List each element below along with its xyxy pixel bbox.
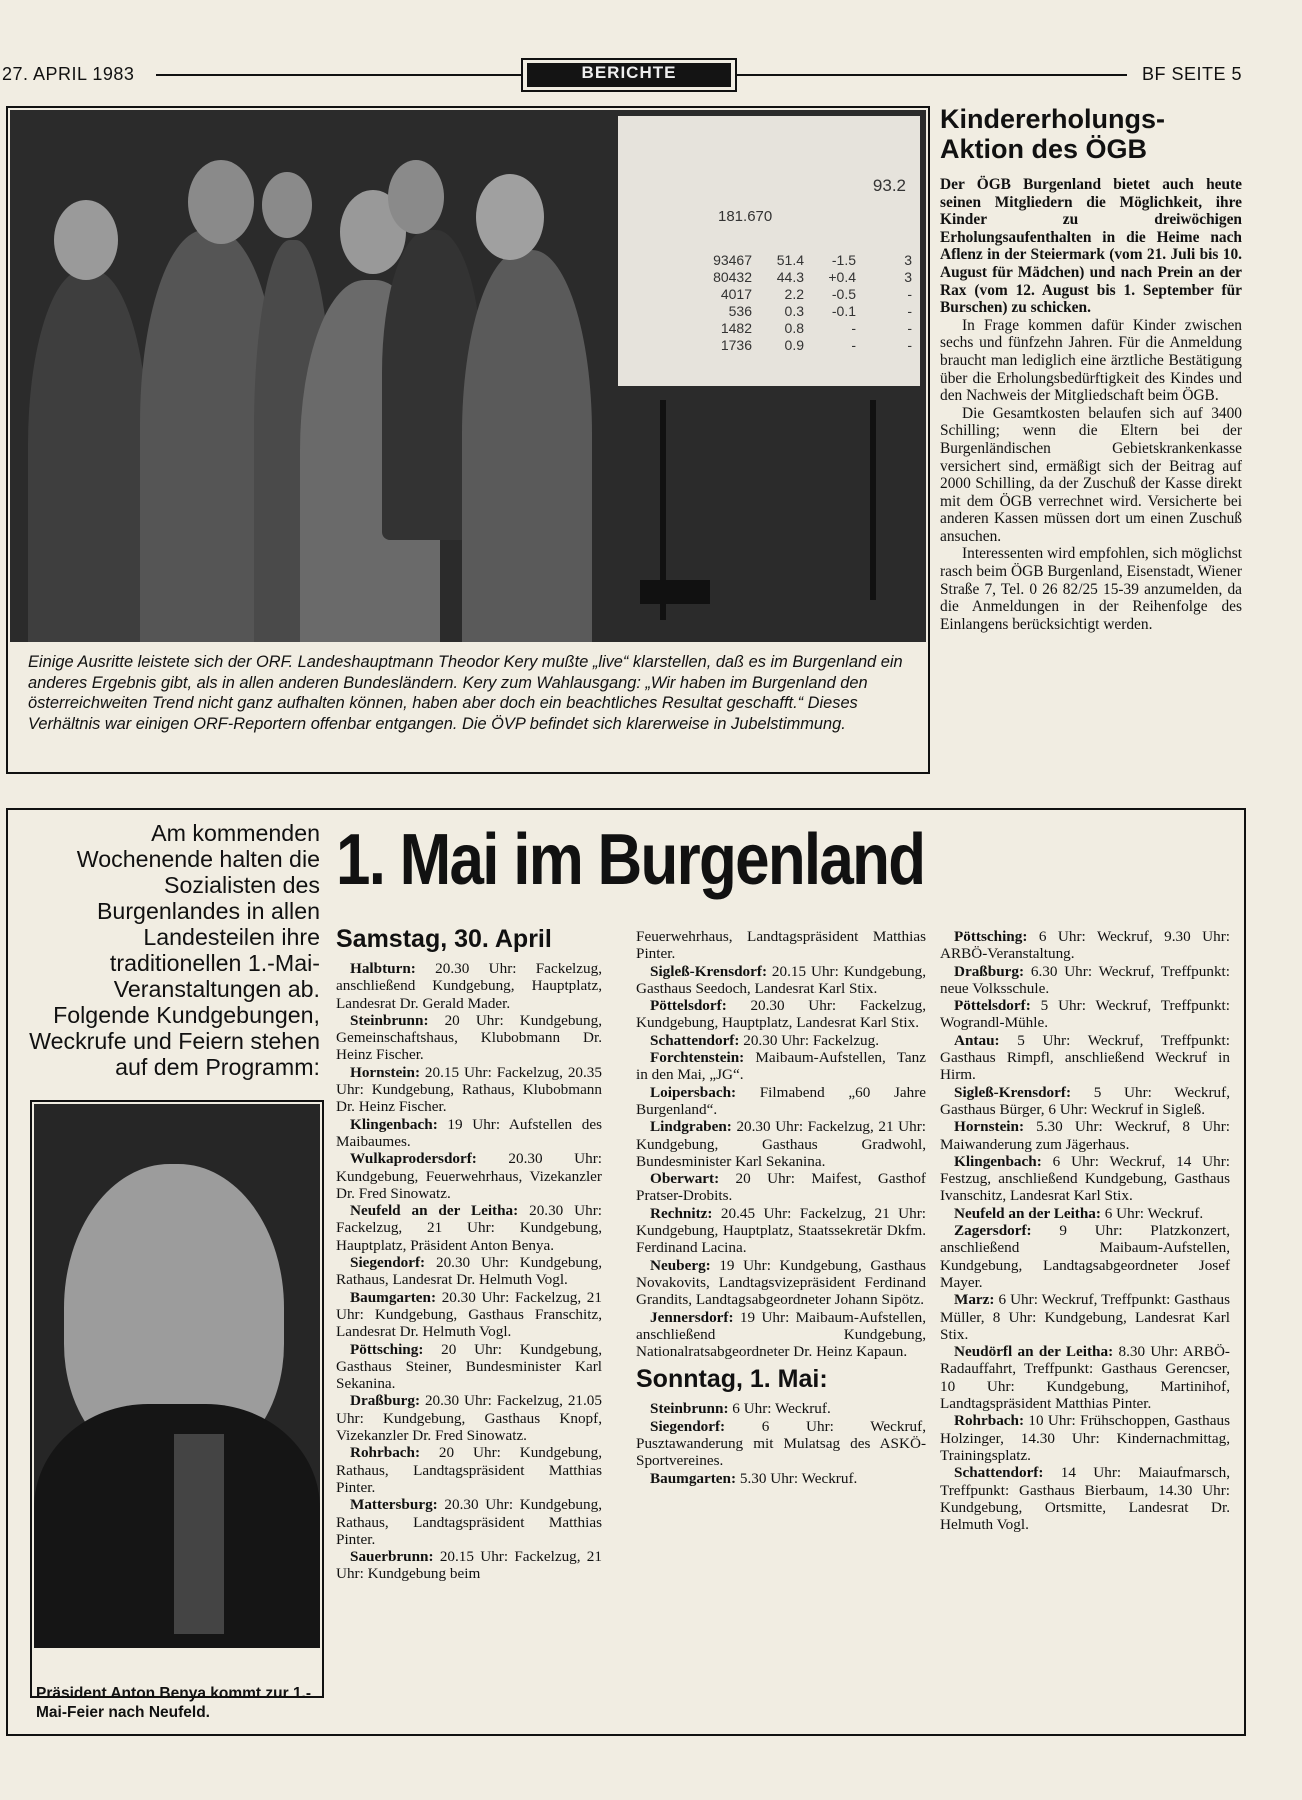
program-place: Neufeld an der Leitha: [350, 1202, 519, 1220]
section-label: BERICHTE [527, 63, 731, 87]
portrait-frame [30, 1100, 324, 1698]
program-place: Zagersdorf: [954, 1222, 1032, 1240]
board-cell: -1.5 [831, 252, 856, 268]
program-place: Steinbrunn: [650, 1400, 729, 1418]
program-entry [940, 1118, 1230, 1153]
program-entry [336, 1150, 602, 1202]
program-details: 20 Uhr: Kundgebung, Gasthaus Steiner, Bundesminister Karl Sekanina. [336, 1340, 602, 1393]
program-details: 5 Uhr: Weckruf, Treffpunkt: Gasthaus Rimpfl, anschließend Weckruf in Hirm. [940, 1031, 1230, 1084]
program-entry [636, 1257, 926, 1309]
program-entry [940, 1464, 1230, 1533]
program-place: Baumgarten: [650, 1469, 737, 1487]
program-details: Feuerwehrhaus, Landtagspräsident Matthias Pinter. [636, 928, 926, 963]
program-details: 20 Uhr: Maifest, Gasthof Pratser-Drobits. [636, 1170, 926, 1205]
program-entry [636, 928, 926, 963]
program-place: Lindgraben: [650, 1118, 732, 1136]
board-cell: 0.3 [784, 303, 804, 319]
program-details: 20.15 Uhr: Fackelzug, 20.35 Uhr: Kundgebung, Rathaus, Klubobmann Dr. Heinz Fischer. [336, 1063, 602, 1116]
program-column-1 [336, 920, 602, 1583]
person-head [388, 160, 444, 234]
mai-program-box [6, 808, 1246, 1736]
person-head [476, 174, 544, 260]
program-entry [636, 963, 926, 998]
results-board [618, 116, 920, 386]
program-details: 5 Uhr: Weckruf, Gasthaus Bürger, 6 Uhr: Weckruf in Sigleß. [940, 1083, 1230, 1118]
program-details: 20.30 Uhr: Fackelzug, Kundgebung, Hauptplatz, Landesrat Karl Stix. [636, 997, 926, 1032]
program-place: Pöttsching: [954, 928, 1028, 945]
program-place: Draßburg: [954, 962, 1025, 980]
page-header [0, 58, 1302, 92]
program-details: 20.30 Uhr: Fackelzug, anschließend Kundgebung, Hauptplatz, Landesrat Dr. Gerald Mader. [336, 960, 602, 1012]
board-total: 181.670 [718, 208, 773, 225]
program-column-2 [636, 928, 926, 1487]
program-place: Draßburg: [350, 1392, 421, 1410]
program-place: Mattersburg: [350, 1496, 438, 1514]
program-place: Schattendorf: [954, 1464, 1044, 1482]
program-place: Siegendorf: [650, 1417, 726, 1435]
board-cell: - [851, 320, 856, 336]
person-head [188, 160, 254, 244]
board-cell: 44.3 [776, 269, 804, 285]
portrait-tie [174, 1434, 224, 1634]
top-photo-frame [6, 106, 930, 774]
board-percent: 93.2 [872, 176, 906, 195]
page-number: BF SEITE 5 [1141, 64, 1242, 84]
board-cell: 0.9 [784, 337, 804, 353]
program-place: Sigleß-Krensdorf: [650, 962, 767, 980]
program-place: Rohrbach: [954, 1412, 1025, 1430]
program-details: 20.30 Uhr: Fackelzug, 21 Uhr: Kundgebung, Gasthaus Franschitz, Landesrat Dr. Helmuth Vogl. [336, 1288, 602, 1341]
board-cell: 2.2 [784, 286, 804, 302]
program-entry [636, 1170, 926, 1205]
board-rows [682, 252, 912, 354]
board-row [682, 337, 912, 354]
article-kindererholung [940, 104, 1242, 633]
program-place: Neudörfl an der Leitha: [954, 1343, 1114, 1361]
program-place: Jennersdorf: [650, 1308, 734, 1326]
board-cell: 93467 [713, 252, 752, 268]
program-entry [940, 1153, 1230, 1205]
program-place: Neuberg: [650, 1256, 711, 1274]
program-place: Marz: [954, 1291, 995, 1309]
program-place: Pöttsching: [350, 1340, 424, 1358]
article-paragraph: Interessenten wird empfohlen, sich möglichst rasch beim ÖGB Burgenland, Eisenstadt, Wiener Straße 7, Tel. 0 26 82/25 15-39 anzumelden, da die Anmeldungen in der Reihenfolge des Einlangens berücksichtigt werden. [940, 545, 1242, 633]
board-cell: 536 [728, 303, 752, 319]
program-place: Pöttelsdorf: [650, 997, 727, 1015]
portrait-caption: Präsident Anton Benya kommt zur 1.-Mai-Feier nach Neufeld. [36, 1685, 312, 1721]
program-details: 20.30 Uhr: Fackelzug, 21 Uhr: Kundgebung, Gasthaus Gradwohl, Bundesminister Karl Sekanina. [636, 1118, 926, 1170]
program-details: 19 Uhr: Aufstellen des Maibaumes. [336, 1115, 602, 1150]
program-place: Sauerbrunn: [350, 1548, 434, 1566]
person-silhouette [28, 270, 148, 642]
program-entry [636, 1049, 926, 1084]
header-rule-left [156, 74, 521, 76]
board-cell: 4017 [720, 286, 752, 302]
program-place: Loipersbach: [650, 1083, 737, 1101]
program-details: 6 Uhr: Weckruf. [728, 1400, 831, 1418]
board-cell: 3 [904, 269, 912, 285]
program-details: 20.45 Uhr: Fackelzug, 21 Uhr: Kundgebung, Hauptplatz, Staatssekretär Dkfm. Ferdinand Lacina. [636, 1204, 926, 1257]
program-entry [940, 928, 1230, 963]
program-entry [336, 960, 602, 1012]
board-cell: +0.4 [828, 269, 856, 285]
program-entry [336, 1392, 602, 1444]
board-cell: - [907, 337, 912, 353]
program-entry [940, 1291, 1230, 1343]
program-details: 6 Uhr: Weckruf, 14 Uhr: Festzug, anschließend Kundgebung, Gasthaus Ivanschitz, Landesrat Karl Stix. [940, 1152, 1230, 1205]
program-place: Neufeld an der Leitha: [954, 1204, 1101, 1222]
program-entry [336, 1012, 602, 1064]
program-place: Steinbrunn: [350, 1011, 429, 1029]
program-details: 8.30 Uhr: ARBÖ-Radauffahrt, Treffpunkt: Gasthaus Gerencser, 10 Uhr: Kundgebung, Martinihof, Landtagspräsident Matthias Pinter. [940, 1343, 1230, 1413]
program-details: 20.15 Uhr: Fackelzug, 21 Uhr: Kundgebung beim [336, 1548, 602, 1583]
board-cell: - [907, 320, 912, 336]
portrait-photo [34, 1104, 320, 1648]
program-entry [336, 1202, 602, 1254]
program-entry [636, 1400, 926, 1417]
board-row [682, 269, 912, 286]
program-details: 20.30 Uhr: Fackelzug, 21 Uhr: Kundgebung, Hauptplatz, Präsident Anton Benya. [336, 1202, 602, 1254]
board-cell: 51.4 [776, 252, 804, 268]
program-details: 20.30 Uhr: Kundgebung, Feuerwehrhaus, Vizekanzler Dr. Fred Sinowatz. [336, 1150, 602, 1202]
program-details: 9 Uhr: Platzkonzert, anschließend Maibaum-Aufstellen, Kundgebung, Landtagsabgeordneter Josef Mayer. [940, 1222, 1230, 1291]
board-cell: -0.1 [831, 303, 856, 319]
program-details: 20 Uhr: Kundgebung, Gemeinschaftshaus, Klubobmann Dr. Heinz Fischer. [336, 1011, 602, 1064]
board-cell: -0.5 [831, 286, 856, 302]
board-cell: - [851, 337, 856, 353]
mai-headline: 1. Mai im Burgenland [336, 820, 925, 900]
program-details: 19 Uhr: Maibaum-Aufstellen, anschließend Kundgebung, Nationalratsabgeordneter Dr. Heinz Kapaun. [636, 1308, 926, 1361]
board-cell: - [907, 303, 912, 319]
article-lead: Der ÖGB Burgenland bietet auch heute seinen Mitgliedern die Möglichkeit, ihre Kinder zu dreiwöchigen Erholungsaufenthalten in die Heime nach Aflenz in der Steiermark (vom 21. Juli bis 10. August für Mädchen) und nach Prein an der Rax (vom 12. August bis 1. September für Burschen) zu schicken. [940, 176, 1242, 317]
article-title [940, 104, 1242, 164]
program-place: Rechnitz: [650, 1204, 713, 1222]
program-details: 6 Uhr: Weckruf, Pusztawanderung mit Mulatsag des ASKÖ-Sportvereines. [636, 1417, 926, 1470]
program-entry [636, 1418, 926, 1470]
mai-intro: Am kommenden Wochenende halten die Sozialisten des Burgenlandes in allen Landesteilen ihre traditionellen 1.-Mai-Veranstaltungen ab. Folgende Kundgebungen, Weckrufe und Feiern stehen auf dem Programm: [29, 820, 320, 1080]
program-details: 6 Uhr: Weckruf. [1100, 1204, 1204, 1222]
program-details: 10 Uhr: Frühschoppen, Gasthaus Holzinger, 14.30 Uhr: Kindernachmittag, Trainingsplatz. [940, 1412, 1230, 1464]
issue-date: 27. APRIL 1983 [2, 64, 135, 84]
program-place: Hornstein: [350, 1063, 421, 1081]
program-entry [336, 1444, 602, 1496]
program-entry [336, 1496, 602, 1548]
program-entry [940, 1084, 1230, 1119]
section-label-box [521, 58, 737, 92]
program-place: Oberwart: [650, 1170, 720, 1188]
day-heading: Sonntag, 1. Mai: [636, 1365, 828, 1394]
board-row [682, 252, 912, 269]
program-details: 20.30 Uhr: Fackelzug. [739, 1031, 880, 1049]
program-place: Halbturn: [350, 960, 416, 977]
board-cell: 1736 [720, 337, 752, 353]
election-night-photo [10, 110, 926, 642]
program-details: 6.30 Uhr: Weckruf, Treffpunkt: neue Volksschule. [940, 962, 1230, 997]
program-entry [336, 1289, 602, 1341]
program-entry [940, 1205, 1230, 1222]
program-column-3 [940, 928, 1230, 1533]
program-entry [336, 1341, 602, 1393]
program-place: Forchtenstein: [650, 1049, 745, 1067]
program-entry [636, 1032, 926, 1049]
board-row [682, 320, 912, 337]
program-details: 6 Uhr: Weckruf, Treffpunkt: Gasthaus Müller, 8 Uhr: Kundgebung, Landesrat Karl Stix. [940, 1291, 1230, 1343]
board-cell: 3 [904, 252, 912, 268]
program-details: 5.30 Uhr: Weckruf, 8 Uhr: Maiwanderung zum Jägerhaus. [940, 1118, 1230, 1153]
board-cell: 0.8 [784, 320, 804, 336]
program-place: Klingenbach: [350, 1115, 438, 1133]
program-details: 19 Uhr: Kundgebung, Gasthaus Novakovits, Landtagsvizepräsident Ferdinand Grandits, Landtagsabgeordneter Johann Sipötz. [636, 1256, 926, 1309]
program-place: Klingenbach: [954, 1152, 1042, 1170]
program-entry [940, 997, 1230, 1032]
program-details: 6 Uhr: Weckruf, 9.30 Uhr: ARBÖ-Veranstaltung. [940, 928, 1230, 963]
board-stand-foot [640, 580, 710, 604]
board-stand-leg [870, 400, 876, 600]
program-details: 20 Uhr: Kundgebung, Rathaus, Landtagspräsident Matthias Pinter. [336, 1444, 602, 1496]
program-entry [336, 1064, 602, 1116]
program-entry [636, 1309, 926, 1361]
program-entry [336, 1548, 602, 1583]
program-place: Hornstein: [954, 1118, 1025, 1136]
program-entry [636, 1205, 926, 1257]
program-entry [940, 1222, 1230, 1291]
program-place: Wulkaprodersdorf: [350, 1150, 477, 1168]
program-entry [636, 1118, 926, 1170]
program-entry [940, 1343, 1230, 1412]
program-place: Sigleß-Krensdorf: [954, 1083, 1071, 1101]
board-row [682, 303, 912, 320]
article-title-line: Aktion des ÖGB [940, 134, 1148, 164]
program-entry [940, 1032, 1230, 1084]
program-entry [336, 1254, 602, 1289]
article-paragraph: In Frage kommen dafür Kinder zwischen sechs und fünfzehn Jahren. Für die Anmeldung braucht man lediglich eine ärztliche Bestätigung über die Erholungsbedürftigkeit des Kindes und den Nachweis der Mitgliedschaft beim ÖGB. [940, 316, 1242, 405]
program-place: Schattendorf: [650, 1031, 740, 1049]
program-place: Siegendorf: [350, 1254, 426, 1272]
person-silhouette [462, 250, 592, 642]
program-details: 14 Uhr: Maiaufmarsch, Treffpunkt: Gasthaus Bierbaum, 14.30 Uhr: Kundgebung, Ortsmitte, Landesrat Dr. Helmuth Vogl. [940, 1464, 1230, 1534]
article-title-line: Kindererholungs- [940, 104, 1166, 134]
program-details: 5 Uhr: Weckruf, Treffpunkt: Wograndl-Mühle. [940, 997, 1230, 1032]
photo-caption: Einige Ausritte leistete sich der ORF. Landeshauptmann Theodor Kery mußte „live“ klarstellen, daß es im Burgenland ein anderes Ergebnis gibt, als in allen anderen Bundesländern. Kery zum Wahlausgang: „Wir haben im Burgenland den österreichweiten Trend nicht ganz aufhalten können, haben aber doch ein beachtliches Resultat geschafft.“ Dieses Verhältnis war einigen ORF-Reportern offenbar entgangen. Die ÖVP befindet sich klarerweise in Jubelstimmung. [28, 653, 903, 733]
program-place: Antau: [954, 1031, 1000, 1049]
program-place: Baumgarten: [350, 1288, 437, 1306]
board-cell: 1482 [720, 320, 752, 336]
person-head [262, 172, 312, 238]
program-details: 20.30 Uhr: Kundgebung, Rathaus, Landtagspräsident Matthias Pinter. [336, 1496, 602, 1548]
program-details: 20.30 Uhr: Kundgebung, Rathaus, Landesrat Dr. Helmuth Vogl. [336, 1254, 602, 1289]
board-cell: 80432 [713, 269, 752, 285]
program-entry [940, 1412, 1230, 1464]
program-entry [636, 997, 926, 1032]
program-place: Rohrbach: [350, 1444, 421, 1462]
program-entry [336, 1116, 602, 1151]
article-paragraph: Die Gesamtkosten belaufen sich auf 3400 Schilling; wenn die Eltern bei der Burgenländischen Gebietskrankenkasse versichert sind, ermäßigt sich der Beitrag auf 2000 Schilling, da der Zuschuß der Kasse direkt mit dem ÖGB verrechnet wird. Versicherte bei anderen Kassen müssen dort um einen Zuschuß ansuchen. [940, 404, 1242, 545]
program-details: Filmabend „60 Jahre Burgenland“. [636, 1083, 926, 1118]
day-heading: Samstag, 30. April [336, 925, 552, 953]
program-details: 20.15 Uhr: Kundgebung, Gasthaus Seedoch, Landesrat Karl Stix. [636, 962, 926, 997]
person-head [54, 200, 118, 280]
program-entry [636, 1084, 926, 1119]
program-details: Maibaum-Aufstellen, Tanz in den Mai, „JG“. [636, 1049, 926, 1084]
program-details: 20.30 Uhr: Fackelzug, 21.05 Uhr: Kundgebung, Gasthaus Knopf, Vizekanzler Dr. Fred Sinowatz. [336, 1392, 602, 1445]
board-cell: - [907, 286, 912, 302]
program-details: 5.30 Uhr: Weckruf. [736, 1469, 858, 1487]
board-row [682, 286, 912, 303]
header-rule-right [737, 74, 1127, 76]
program-place: Pöttelsdorf: [954, 997, 1031, 1015]
program-entry [940, 963, 1230, 998]
program-entry [636, 1470, 926, 1487]
